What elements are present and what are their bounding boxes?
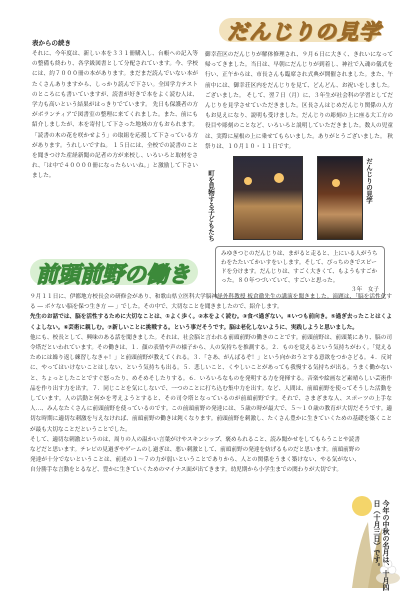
prefrontal-article <box>30 292 392 476</box>
article-paragraph-3: 他にも、校長として、興味のある話を聞きました。それは、社会脳と言われる前頭前野の働きのことです。前頭前野は、前頭葉にあり、脳の司令塔だといわれています。その働きは、１．顔の表情や声の様子から、人の気持ちを推測する。２．ものを覚えるという気持ちがわく。「覚えるためには繰り返し練習しなきゃ！」と前頭前野が教えてくれる。３．「さあ、がんばるぞ！」という向かおうとする意欲をつかさどる。４．反対に、やってはいけないことはしない、という気持ちも出る。５．悲しいこと、くやしいことがあっても我慢する気持ちが出る。うまく働かないと、ちょっとしたことですぐ怒ったり、めそめそしたりする。６．いろいろなものを発明する力を発揮する。音楽や絵画など素晴らしい芸術作品を作り出す力を出す。７．同じことを気にしないで、一つのことに打ち込む集中力を出す。など、人間は、前頭前野を使ってそうした活動をしています。人の活動と何かを考えようとすると、その司令塔となっているのが前頭前野です。それで、さまざまな人、スポーツの上手な人…、みんなたくさんに前頭前野を使っているのです。この前頭前野の発達には、５歳の時が最大で、５～１０歳の教育が大切だそうです。適切な時期に適切な刺激を与えなければ、前頭前野の働きは鈍くなります。前頭前野を刺激し、たくさん豊かに生きていくための基礎を築くことが最も大切なことだということでした。 <box>30 334 392 433</box>
moon-note: 今年の中秋の名月は、十月四日（十月三日）です。 <box>373 500 390 591</box>
article-paragraph-4: そして、適切な刺激というのは、周りの人の温かい言葉がけやスキンシップ、褒められること、読み聞かせをしてもらうことや読書などだと思います。テレビの見過ぎやゲームのし過ぎは、悪い刺激として、前頭前野の発達を妨げるものだと思います。前頭前野の発達が十分でないということは、前述の１～７の力が弱いということでありから、人との関係をうまく築けない、やる気がない、自分勝手な言動をとるなど、豊かに生きていくためのマイナス面が出てきます。幼児期から小学生までの関わりが大切です。 <box>30 436 360 474</box>
lantern-shape <box>244 177 252 185</box>
continuation-body: それに、今年度は、新しい本を３３１冊購入し、台帳への記入等の整備も終わり、各学級図書として分配されています。今、学校には、約７０００冊の本があります。まだまだ読んでいない本がたくさんありますから、しっかり読んで下さい。全国学力テストのところにも書いていますが、読書が好きで本をよく読む人は、学力も高いという結果がはっきりでています。 先日も保護者の方がボランティアで図書室の整理に来てくれました。また、前にも紹介しましたが、本を寄付して下さった地域の方もおられます。「読書の木の花を咲かせよう」の取組を応援して下さっている方があります。うれしいですね。 １５日には、全校での読書のことを聞きつけた産経新聞の記者の方が来校し、いろいろと取材をされ、「は中で４００００冊になったらいいね。」と激励して下さいました。 <box>32 51 198 180</box>
danjiri-section <box>205 14 393 299</box>
danjiri-title-wrap <box>205 14 393 46</box>
danjiri-body: 御幸荘区のだんじりが解体修理され、９月６日に大きく、きれいになって帰ってきました。当日は、早朝にだんじりが到着し、神社で入魂の儀式を行い、正午からは、市長さんも臨席され式典が開催されました。また、午前中には、御幸荘区内をだんじりを見て、どんどん、お祝いをしました。ございました。 そして、翌７日（月）に、３年生が社会科の学習としてだんじりを見学させていただきました。区長さんはじめだんじり関係の人方もお見えになり、説明も受けました。だんじりの彫刻の上に座る大工方の役目や彫刻のことなど、いろいろと説明していただきました。数人の児童は、実際に屋根の上に乗せてもらいました。ありがとうございました。 秋祭りは、１０月１０・１１日です。 <box>205 52 393 150</box>
article-paragraph-1: ９月１１日に、伊都地方校長会の研修会があり、和歌山県立医科大学脳神経外科教授 板倉徹先生の講演を聞きました。演題は、「脳を活性化する ― ボケない脳を保つ生き方 ― 」でした。その中で、大切なことを聞きましたので、紹介します。 <box>30 294 392 311</box>
continuation-title: 表からの続き <box>32 39 71 47</box>
article-paragraph-2: 先生のお話では、脳を活性するために大切なことは、①よく歩く。②本をよく読む。③食べ過ぎない。④いつも前向き。⑤過ぎ去ったことはくよくよしない。⑥芸術に親しむ。⑦新しいことに挑戦する。という事だそうです。脳は老化しないように、実践しようと思いました。 <box>30 314 392 331</box>
danjiri-title: だんじりの見学 <box>227 20 381 44</box>
banner-title: 前頭前野の働き <box>36 263 191 288</box>
danjiri-photo-2 <box>317 156 363 240</box>
moon-icon <box>352 496 372 516</box>
photo-caption-1: 町を見物する子どもたち <box>207 170 215 242</box>
photo-caption-2: だんじりの見学 <box>365 158 373 204</box>
lantern-shape <box>332 179 340 187</box>
lantern-shape <box>274 173 284 183</box>
student-note-sign: ３年 女子 <box>351 287 379 294</box>
prefrontal-banner <box>30 257 198 287</box>
student-note-text: みゆきつじのだんじりは、まがると走ると、上にいる人がうちわをたたいてかいすをいします。そして、ぴっちのきでスピードを分けます。だんじりは、すごく大きくて、もようもすごかった。８０年つづいていて、すごいと思った。 <box>221 251 378 285</box>
continuation-section <box>32 38 198 182</box>
danjiri-photos <box>205 156 393 242</box>
danjiri-photo-1 <box>233 156 303 240</box>
